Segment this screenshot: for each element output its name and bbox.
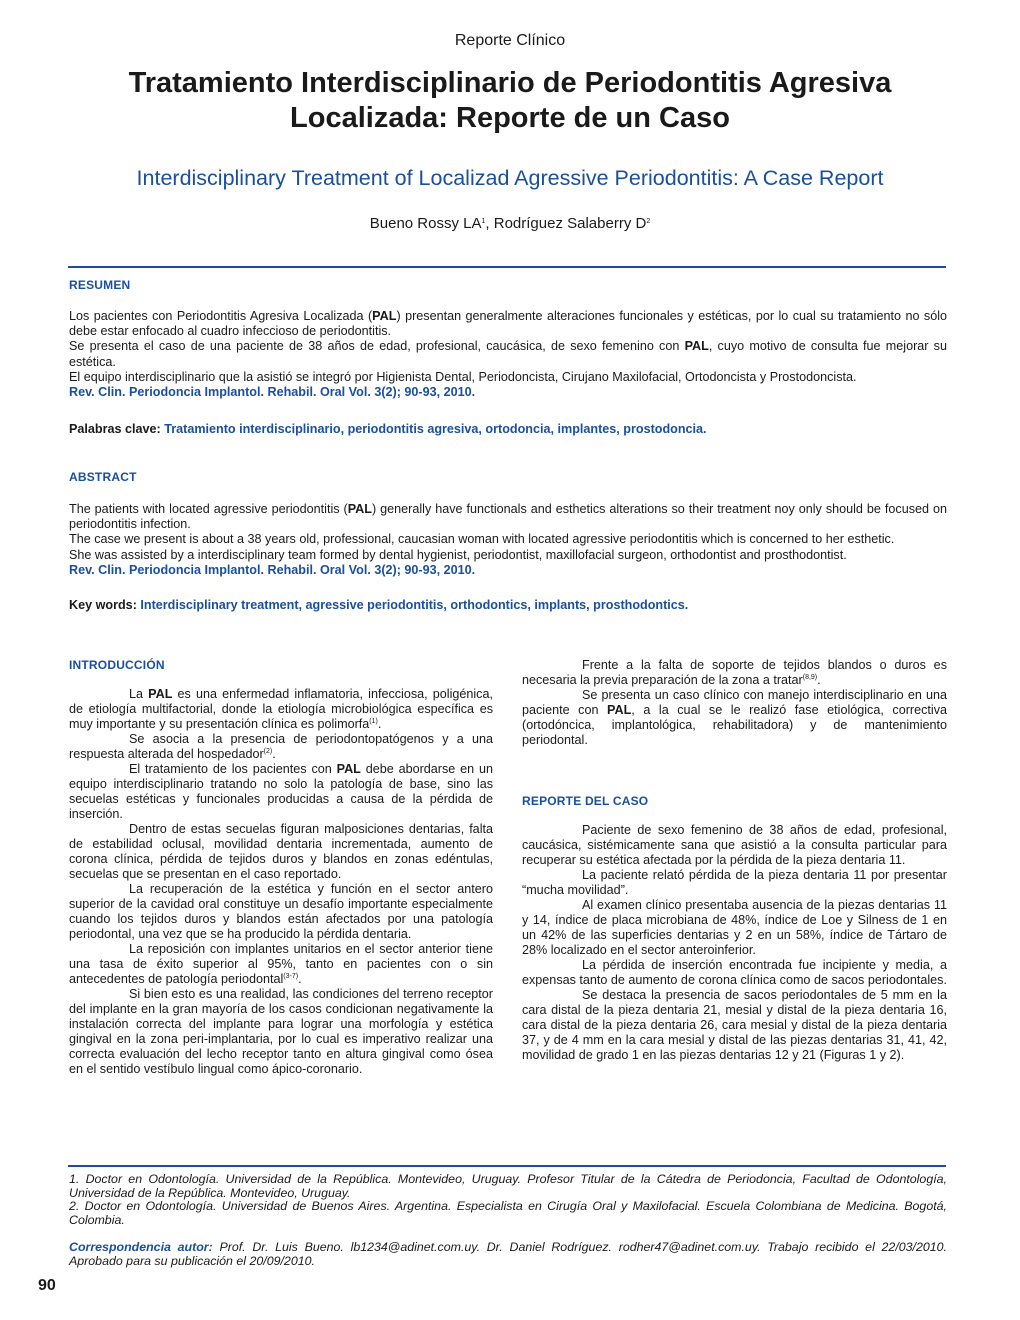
intro-paragraph-2: Se asocia a la presencia de periodontopatógenos y a una respuesta alterada del hospedador$^{(2)}$. — [69, 732, 493, 761]
header-divider — [68, 266, 946, 268]
resumen-paragraph-2: Se presenta el caso de una paciente de 38 años de edad, profesional, caucásica, de sexo femenino con PAL, cuyo motivo de consulta fue mejorar su estética. — [69, 339, 947, 369]
intro-paragraph-6: La reposición con implantes unitarios en el sector anterior tiene una tasa de éxito superior al 95%, tanto en pacientes con o sin antecedentes de patología periodontal$^{(3-7)}$. — [69, 942, 493, 986]
correspondence — [69, 1241, 947, 1268]
author-1-affil: 1 — [481, 218, 486, 225]
case-paragraph-5: Se destaca la presencia de sacos periodontales de 5 mm en la cara distal de la pieza dentaria 21, mesial y distal de la pieza dentaria 16, cara distal de la pieza dentaria 26, cara mesial y distal de la pieza dentaria 37, y de 4 mm en la cara mesial y distal de las piezas dentarias 31, 41, 42, movilidad de grado 1 en las piezas dentarias 12 y 21 (Figuras 1 y 2). — [522, 988, 947, 1062]
footnote-2: 2. Doctor en Odontología. Universidad de Buenos Aires. Argentina. Especialista en Cirugía Oral y Maxilofacial. Escuela Colombiana de Medicina. Bogotá, Colombia. — [69, 1199, 947, 1227]
author-1: Bueno Rossy LA — [369, 215, 482, 232]
keywords-label-en: Key words: — [69, 598, 141, 612]
abstract-keywords — [69, 598, 947, 612]
page-number: 90 — [38, 1277, 56, 1294]
right-column-case — [522, 823, 947, 1063]
footnote-1: 1. Doctor en Odontología. Universidad de la República. Montevideo, Uruguay. Profesor Titular de la Cátedra de Periodoncia, Facultad de Odontología, Universidad de la República. Montevideo, Uruguay. — [69, 1172, 947, 1200]
intro-paragraph-4: Dentro de estas secuelas figuran malposiciones dentarias, falta de estabilidad oclusal, movilidad dentaria incrementada, aumento de corona clínica, pérdida de tejidos duros y blandos en zonas edéntulas, secuelas que se presentan en el caso reportado. — [69, 822, 493, 881]
intro-paragraph-1: La PAL es una enfermedad inflamatoria, infecciosa, poligénica, de etiología multifactorial, donde la etiología microbiológica específica es muy importante y su presentación clínica es polimorfa$^{(1)}$. — [69, 687, 493, 731]
article-subtitle: Interdisciplinary Treatment of Localizad Agressive Periodontitis: A Case Report — [136, 166, 884, 190]
correspondence-label: Correspondencia autor: — [69, 1240, 213, 1254]
footnotes — [69, 1173, 947, 1227]
authors — [0, 215, 1020, 232]
abstract-body — [69, 502, 947, 578]
reporte-caso-heading: REPORTE DEL CASO — [522, 794, 649, 808]
resumen-keywords — [69, 422, 947, 436]
resumen-citation: Rev. Clin. Periodoncia Implantol. Rehabil. Oral Vol. 3(2); 90-93, 2010. — [69, 385, 476, 400]
abstract-paragraph-1: The patients with located agressive periodontitis (PAL) generally have functionals and esthetics alterations so their treatment noy only should be focused on periodontitis infection. — [69, 502, 947, 532]
intro-paragraph-3: El tratamiento de los pacientes con PAL debe abordarse en un equipo interdisciplinario tratando no solo la patología de base, sino las secuelas estéticas y funcionales producidas a causa de la pérdida de inserción. — [69, 762, 493, 821]
right-column-top — [522, 658, 947, 748]
abstract-paragraph-2: The case we present is about a 38 years old, professional, caucasian woman with located agressive periodontitis which is concerned to her esthetic. — [69, 532, 895, 547]
introduccion-heading: INTRODUCCIÓN — [69, 658, 165, 672]
abstract-citation: Rev. Clin. Periodoncia Implantol. Rehabil. Oral Vol. 3(2); 90-93, 2010. — [69, 562, 476, 577]
author-separator: , — [485, 215, 494, 232]
intro-paragraph-5: La recuperación de la estética y función en el sector antero superior de la cavidad oral constituye un desafío importante especialmente cuando los tejidos duros y blandos están afectados por una patología periodontal, una vez que se ha producido la pérdida dentaria. — [69, 882, 493, 941]
article-title-line2: Localizada: Reporte de un Caso — [290, 102, 730, 134]
keywords-list: Tratamiento interdisciplinario, periodontitis agresiva, ortodoncia, implantes, prostodoncia. — [164, 422, 707, 436]
abstract-paragraph-3: She was assisted by a interdisciplinary team formed by dental hygienist, periodontist, maxillofacial surgeon, orthodontist and prosthodontist. — [69, 547, 847, 562]
intro-paragraph-7: Si bien esto es una realidad, las condiciones del terreno receptor del implante en la gran mayoría de los casos condicionan negativamente la instalación correcta del implante para lograr una morfología y estética gingival en la zona peri-implantaria, por lo cual es imperativo realizar una correcta evaluación del lecho receptor tanto en altura gingival como ósea en el sentido vestíbulo lingual como ápico-coronario. — [69, 987, 493, 1076]
case-paragraph-3: Al examen clínico presentaba ausencia de la piezas dentarias 11 y 14, índice de placa microbiana de 48%, índice de Loe y Silness de 1 en un 42% de las superficies dentarias y 2 en un 58%, índice de Tártaro de 28% localizado en el sector anteroinferior. — [522, 898, 947, 957]
abstract-heading: ABSTRACT — [69, 470, 137, 484]
correspondence-text: Prof. Dr. Luis Bueno. lb1234@adinet.com.uy. Dr. Daniel Rodríguez. rodher47@adinet.com.uy. Trabajo recibido el 22/03/2010. Aprobado para su publicación el 20/09/2010. — [69, 1240, 948, 1268]
case-paragraph-1: Paciente de sexo femenino de 38 años de edad, profesional, caucásica, sistémicamente sana que asistió a la consulta particular para recuperar su estética afectada por la pérdida de la pieza dentaria 11. — [522, 823, 947, 867]
keywords-list-en: Interdisciplinary treatment, agressive periodontitis, orthodontics, implants, prosthodontics. — [140, 598, 689, 612]
keywords-label: Palabras clave: — [69, 422, 165, 436]
author-2-affil: 2 — [646, 218, 651, 225]
resumen-paragraph-1: Los pacientes con Periodontitis Agresiva Localizada (PAL) presentan generalmente alteraciones funcionales y estéticas, por lo cual su tratamiento no sólo debe estar enfocado al cuadro infeccioso de periodontitis. — [69, 309, 947, 339]
article-title-line1: Tratamiento Interdisciplinario de Periodontitis Agresiva — [128, 67, 892, 99]
intro-paragraph-8: Frente a la falta de soporte de tejidos blandos o duros es necesaria la previa preparación de la zona a tratar$^{(8,9)}$. — [522, 658, 947, 687]
resumen-heading: RESUMEN — [69, 278, 131, 292]
article-title — [60, 66, 960, 136]
case-paragraph-4: La pérdida de inserción encontrada fue incipiente y media, a expensas tanto de aumento de corona clínica como de sacos periodontales. — [522, 958, 947, 987]
section-header: Reporte Clínico — [454, 32, 566, 49]
resumen-body — [69, 309, 947, 400]
case-paragraph-2: La paciente relató pérdida de la pieza dentaria 11 por presentar “mucha movilidad”. — [522, 868, 947, 897]
resumen-paragraph-3: El equipo interdisciplinario que la asistió se integró por Higienista Dental, Periodoncista, Cirujano Maxilofacial, Ortodoncista y Prostodoncista. — [69, 369, 857, 384]
left-column — [69, 687, 493, 1077]
intro-paragraph-9: Se presenta un caso clínico con manejo interdisciplinario en una paciente con PAL, a la cual se le realizó fase etiológica, correctiva (ortodóncica, implantológica, rehabilitadora) y de mantenimiento periodontal. — [522, 688, 947, 747]
footnote-divider — [68, 1165, 946, 1167]
author-2: Rodríguez Salaberry D — [493, 215, 647, 232]
